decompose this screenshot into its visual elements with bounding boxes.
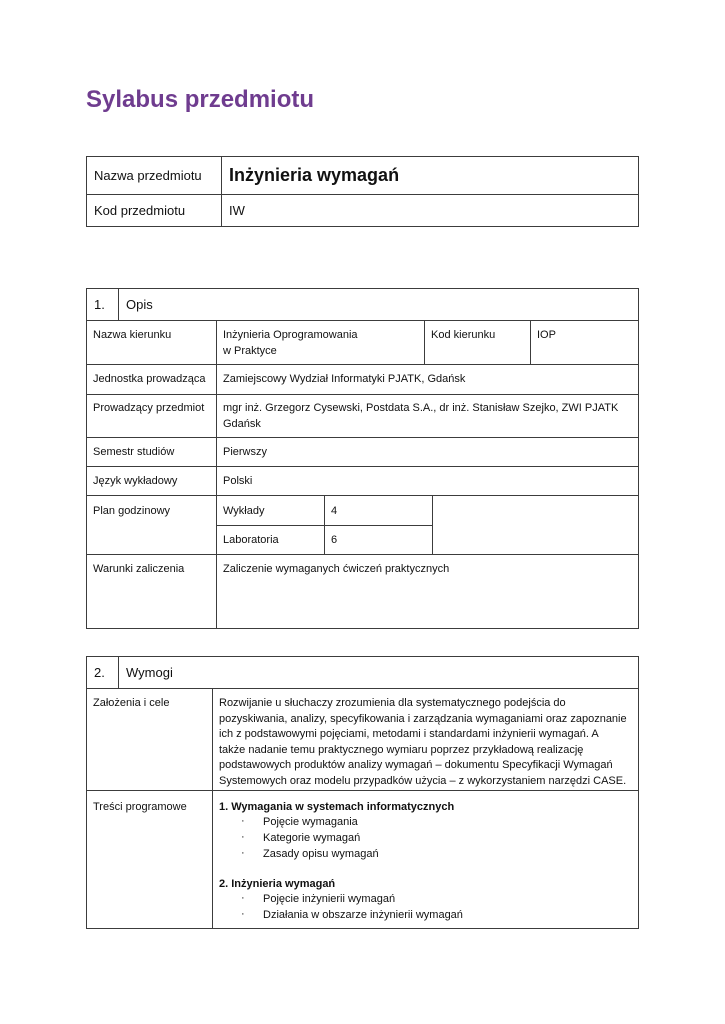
list-item: Pojęcie wymagania bbox=[263, 816, 358, 828]
section-title: Wymogi bbox=[126, 665, 173, 680]
bullet-icon: · bbox=[241, 892, 245, 904]
kierunek-value: Inżynieria Oprogramowania w Praktyce bbox=[223, 329, 358, 357]
kod-kierunku-value: IOP bbox=[537, 329, 556, 341]
warunki-value: Zaliczenie wymaganych ćwiczeń praktycznych bbox=[223, 563, 450, 575]
prowadzacy-value: mgr inż. Grzegorz Cysewski, Postdata S.A., dr inż. Stanisław Szejko, ZWI PJATK Gdańsk bbox=[223, 402, 619, 430]
bullet-icon: · bbox=[241, 815, 245, 827]
semestr-label: Semestr studiów bbox=[93, 446, 175, 458]
jezyk-label: Język wykładowy bbox=[93, 475, 178, 487]
wyklady-value: 4 bbox=[331, 505, 338, 517]
list-item: Kategorie wymagań bbox=[263, 832, 361, 844]
subject-code-label: Kod przedmiotu bbox=[94, 203, 186, 218]
list-item: Zasady opisu wymagań bbox=[263, 848, 379, 860]
zalozenia-text: Rozwijanie u słuchaczy zrozumienia dla systematycznego podejścia do pozyskiwania, analizy, specyfikowania i zarządzania wymaganiami oraz zapoznanie ich z podstawowymi pojęciami, metodami i standardami inżynierii wymagań. A także nadanie temu praktycznego wymiaru poprzez przykładową realizację podstawowych produktów analizy wymagań – dokumentu Specyfikacji Wymagań Systemowych oraz modelu przypadków użycia – z wykorzystaniem narzędzi CASE. bbox=[219, 697, 627, 787]
laboratoria-value: 6 bbox=[331, 534, 338, 546]
plan-label: Plan godzinowy bbox=[93, 505, 171, 517]
laboratoria-label: Laboratoria bbox=[223, 534, 279, 546]
jezyk-value: Polski bbox=[223, 475, 253, 487]
prowadzacy-label: Prowadzący przedmiot bbox=[93, 402, 205, 414]
topic-heading: 1. Wymagania w systemach informatycznych bbox=[219, 801, 455, 813]
kod-kierunku-label: Kod kierunku bbox=[431, 329, 496, 341]
semestr-value: Pierwszy bbox=[223, 446, 268, 458]
tresci-label: Treści programowe bbox=[93, 801, 187, 813]
page-title: Sylabus przedmiotu bbox=[86, 86, 315, 113]
list-item: Pojęcie inżynierii wymagań bbox=[263, 893, 396, 905]
jednostka-value: Zamiejscowy Wydział Informatyki PJATK, Gdańsk bbox=[223, 373, 466, 385]
subject-code-value: IW bbox=[229, 203, 245, 218]
zalozenia-label: Założenia i cele bbox=[93, 697, 170, 709]
bullet-icon: · bbox=[241, 831, 245, 843]
section-number: 2. bbox=[94, 665, 105, 680]
topic-heading: 2. Inżynieria wymagań bbox=[219, 878, 336, 890]
wyklady-label: Wykłady bbox=[223, 505, 265, 517]
bullet-icon: · bbox=[241, 847, 245, 859]
section-title: Opis bbox=[126, 297, 153, 312]
subject-name-label: Nazwa przedmiotu bbox=[94, 168, 202, 183]
section-number: 1. bbox=[94, 297, 105, 312]
bullet-icon: · bbox=[241, 908, 245, 920]
kierunek-label: Nazwa kierunku bbox=[93, 329, 172, 341]
subject-name-value: Inżynieria wymagań bbox=[229, 165, 400, 185]
list-item: Działania w obszarze inżynierii wymagań bbox=[263, 909, 463, 921]
warunki-label: Warunki zaliczenia bbox=[93, 563, 185, 575]
jednostka-label: Jednostka prowadząca bbox=[93, 373, 206, 385]
